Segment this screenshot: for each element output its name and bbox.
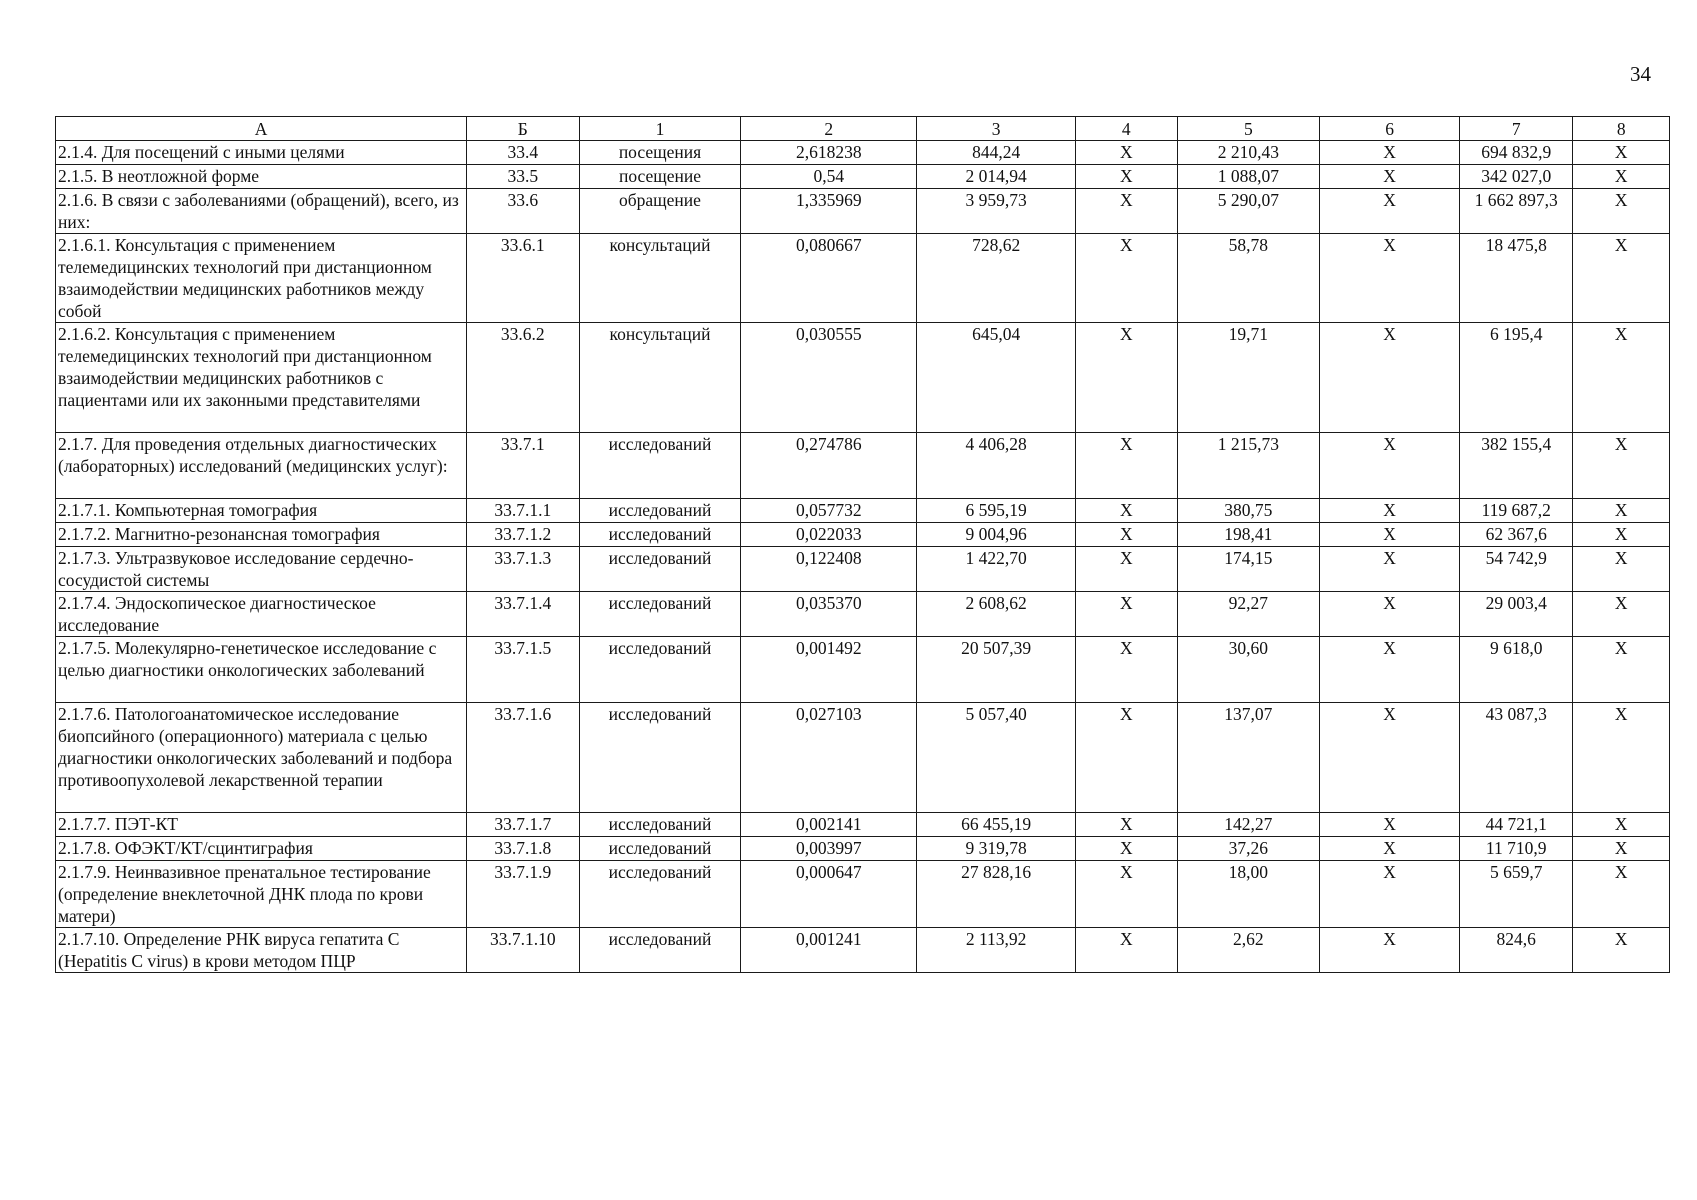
col8-cell: Х xyxy=(1573,433,1670,499)
col7-cell: 9 618,0 xyxy=(1459,637,1573,703)
code-cell: 33.4 xyxy=(467,141,580,165)
col2-cell: 0,122408 xyxy=(741,547,917,592)
col8-cell: Х xyxy=(1573,234,1670,323)
code-cell: 33.7.1.10 xyxy=(467,928,580,973)
name-cell: 2.1.7.1. Компьютерная томография xyxy=(56,499,467,523)
col4-cell: Х xyxy=(1076,523,1178,547)
col5-cell: 58,78 xyxy=(1177,234,1320,323)
col5-cell: 142,27 xyxy=(1177,813,1320,837)
unit-cell: посещение xyxy=(579,165,741,189)
col5-cell: 19,71 xyxy=(1177,323,1320,433)
col7-cell: 342 027,0 xyxy=(1459,165,1573,189)
table-row xyxy=(56,637,1670,703)
table-row xyxy=(56,323,1670,433)
code-cell: 33.7.1.6 xyxy=(467,703,580,813)
code-cell: 33.7.1.8 xyxy=(467,837,580,861)
name-cell: 2.1.7. Для проведения отдельных диагностических (лабораторных) исследований (медицинских услуг): xyxy=(56,433,467,499)
col8-cell: Х xyxy=(1573,165,1670,189)
col4-cell: Х xyxy=(1076,234,1178,323)
col4-cell: Х xyxy=(1076,637,1178,703)
col5-cell: 1 215,73 xyxy=(1177,433,1320,499)
col6-cell: Х xyxy=(1320,165,1460,189)
name-cell: 2.1.5. В неотложной форме xyxy=(56,165,467,189)
col3-cell: 728,62 xyxy=(917,234,1076,323)
col8-cell: Х xyxy=(1573,523,1670,547)
table-row xyxy=(56,837,1670,861)
col5-cell: 174,15 xyxy=(1177,547,1320,592)
code-cell: 33.7.1.5 xyxy=(467,637,580,703)
name-cell: 2.1.6.1. Консультация с применением телемедицинских технологий при дистанционном взаимодействии медицинских работников между собой xyxy=(56,234,467,323)
col4-cell: Х xyxy=(1076,592,1178,637)
unit-cell: исследований xyxy=(579,813,741,837)
col6-cell: Х xyxy=(1320,523,1460,547)
table-row xyxy=(56,523,1670,547)
col8-cell: Х xyxy=(1573,861,1670,928)
name-cell: 2.1.7.10. Определение РНК вируса гепатита С (Hepatitis C virus) в крови методом ПЦР xyxy=(56,928,467,973)
col2-cell: 1,335969 xyxy=(741,189,917,234)
code-cell: 33.6.2 xyxy=(467,323,580,433)
header-cell: 4 xyxy=(1076,117,1178,141)
col2-cell: 0,080667 xyxy=(741,234,917,323)
col2-cell: 0,001492 xyxy=(741,637,917,703)
code-cell: 33.5 xyxy=(467,165,580,189)
col2-cell: 0,035370 xyxy=(741,592,917,637)
col2-cell: 0,000647 xyxy=(741,861,917,928)
col5-cell: 380,75 xyxy=(1177,499,1320,523)
col3-cell: 66 455,19 xyxy=(917,813,1076,837)
col4-cell: Х xyxy=(1076,861,1178,928)
table-row xyxy=(56,703,1670,813)
col5-cell: 30,60 xyxy=(1177,637,1320,703)
col6-cell: Х xyxy=(1320,703,1460,813)
col7-cell: 824,6 xyxy=(1459,928,1573,973)
col8-cell: Х xyxy=(1573,637,1670,703)
col4-cell: Х xyxy=(1076,433,1178,499)
col3-cell: 2 608,62 xyxy=(917,592,1076,637)
name-cell: 2.1.7.4. Эндоскопическое диагностическое исследование xyxy=(56,592,467,637)
header-row xyxy=(56,117,1670,141)
unit-cell: обращение xyxy=(579,189,741,234)
col5-cell: 2 210,43 xyxy=(1177,141,1320,165)
header-cell: 1 xyxy=(579,117,741,141)
col3-cell: 9 004,96 xyxy=(917,523,1076,547)
col8-cell: Х xyxy=(1573,592,1670,637)
col6-cell: Х xyxy=(1320,547,1460,592)
unit-cell: исследований xyxy=(579,703,741,813)
code-cell: 33.7.1.2 xyxy=(467,523,580,547)
table-row xyxy=(56,499,1670,523)
unit-cell: исследований xyxy=(579,547,741,592)
col3-cell: 4 406,28 xyxy=(917,433,1076,499)
col4-cell: Х xyxy=(1076,189,1178,234)
header-cell: 2 xyxy=(741,117,917,141)
table-row xyxy=(56,592,1670,637)
page-number: 34 xyxy=(1630,62,1651,86)
table-row xyxy=(56,165,1670,189)
col4-cell: Х xyxy=(1076,499,1178,523)
unit-cell: исследований xyxy=(579,861,741,928)
table-row xyxy=(56,813,1670,837)
table-row xyxy=(56,189,1670,234)
data-table xyxy=(55,116,1670,973)
col5-cell: 18,00 xyxy=(1177,861,1320,928)
col3-cell: 9 319,78 xyxy=(917,837,1076,861)
unit-cell: посещения xyxy=(579,141,741,165)
col4-cell: Х xyxy=(1076,141,1178,165)
code-cell: 33.7.1.7 xyxy=(467,813,580,837)
name-cell: 2.1.7.6. Патологоанатомическое исследование биопсийного (операционного) материала с целью диагностики онкологических заболеваний и подбора противоопухолевой лекарственной терапии xyxy=(56,703,467,813)
col2-cell: 0,027103 xyxy=(741,703,917,813)
col5-cell: 198,41 xyxy=(1177,523,1320,547)
unit-cell: исследований xyxy=(579,592,741,637)
col2-cell: 0,274786 xyxy=(741,433,917,499)
col7-cell: 5 659,7 xyxy=(1459,861,1573,928)
code-cell: 33.7.1.9 xyxy=(467,861,580,928)
name-cell: 2.1.6.2. Консультация с применением телемедицинских технологий при дистанционном взаимодействии медицинских работников с пациентами или их законными представителями xyxy=(56,323,467,433)
col5-cell: 137,07 xyxy=(1177,703,1320,813)
table-row xyxy=(56,234,1670,323)
unit-cell: консультаций xyxy=(579,234,741,323)
col4-cell: Х xyxy=(1076,165,1178,189)
col4-cell: Х xyxy=(1076,703,1178,813)
col3-cell: 2 014,94 xyxy=(917,165,1076,189)
name-cell: 2.1.4. Для посещений с иными целями xyxy=(56,141,467,165)
col5-cell: 2,62 xyxy=(1177,928,1320,973)
col3-cell: 3 959,73 xyxy=(917,189,1076,234)
code-cell: 33.6 xyxy=(467,189,580,234)
col4-cell: Х xyxy=(1076,928,1178,973)
unit-cell: исследований xyxy=(579,637,741,703)
col8-cell: Х xyxy=(1573,703,1670,813)
col7-cell: 1 662 897,3 xyxy=(1459,189,1573,234)
col6-cell: Х xyxy=(1320,499,1460,523)
name-cell: 2.1.7.8. ОФЭКТ/КТ/сцинтиграфия xyxy=(56,837,467,861)
name-cell: 2.1.7.7. ПЭТ-КТ xyxy=(56,813,467,837)
name-cell: 2.1.7.3. Ультразвуковое исследование сердечно-сосудистой системы xyxy=(56,547,467,592)
header-cell: 6 xyxy=(1320,117,1460,141)
col4-cell: Х xyxy=(1076,547,1178,592)
header-cell: Б xyxy=(467,117,580,141)
col8-cell: Х xyxy=(1573,837,1670,861)
code-cell: 33.7.1 xyxy=(467,433,580,499)
table-row xyxy=(56,861,1670,928)
col7-cell: 62 367,6 xyxy=(1459,523,1573,547)
table-row xyxy=(56,928,1670,973)
name-cell: 2.1.7.2. Магнитно-резонансная томография xyxy=(56,523,467,547)
header-cell: 8 xyxy=(1573,117,1670,141)
col4-cell: Х xyxy=(1076,837,1178,861)
col3-cell: 2 113,92 xyxy=(917,928,1076,973)
unit-cell: исследований xyxy=(579,433,741,499)
col3-cell: 844,24 xyxy=(917,141,1076,165)
header-cell: А xyxy=(56,117,467,141)
col6-cell: Х xyxy=(1320,189,1460,234)
col2-cell: 0,003997 xyxy=(741,837,917,861)
col7-cell: 54 742,9 xyxy=(1459,547,1573,592)
col7-cell: 18 475,8 xyxy=(1459,234,1573,323)
table-row xyxy=(56,141,1670,165)
col7-cell: 29 003,4 xyxy=(1459,592,1573,637)
col6-cell: Х xyxy=(1320,592,1460,637)
col6-cell: Х xyxy=(1320,433,1460,499)
unit-cell: исследований xyxy=(579,499,741,523)
col5-cell: 37,26 xyxy=(1177,837,1320,861)
col6-cell: Х xyxy=(1320,837,1460,861)
col8-cell: Х xyxy=(1573,499,1670,523)
col6-cell: Х xyxy=(1320,141,1460,165)
col5-cell: 92,27 xyxy=(1177,592,1320,637)
col3-cell: 6 595,19 xyxy=(917,499,1076,523)
col5-cell: 5 290,07 xyxy=(1177,189,1320,234)
col2-cell: 2,618238 xyxy=(741,141,917,165)
col7-cell: 694 832,9 xyxy=(1459,141,1573,165)
col7-cell: 6 195,4 xyxy=(1459,323,1573,433)
col6-cell: Х xyxy=(1320,861,1460,928)
col8-cell: Х xyxy=(1573,813,1670,837)
code-cell: 33.7.1.3 xyxy=(467,547,580,592)
code-cell: 33.7.1.4 xyxy=(467,592,580,637)
col8-cell: Х xyxy=(1573,141,1670,165)
col5-cell: 1 088,07 xyxy=(1177,165,1320,189)
name-cell: 2.1.7.5. Молекулярно-генетическое исследование с целью диагностики онкологических заболеваний xyxy=(56,637,467,703)
col3-cell: 645,04 xyxy=(917,323,1076,433)
table-row xyxy=(56,433,1670,499)
col7-cell: 43 087,3 xyxy=(1459,703,1573,813)
col4-cell: Х xyxy=(1076,323,1178,433)
col6-cell: Х xyxy=(1320,234,1460,323)
col2-cell: 0,001241 xyxy=(741,928,917,973)
unit-cell: консультаций xyxy=(579,323,741,433)
col8-cell: Х xyxy=(1573,928,1670,973)
header-cell: 3 xyxy=(917,117,1076,141)
col6-cell: Х xyxy=(1320,813,1460,837)
col3-cell: 20 507,39 xyxy=(917,637,1076,703)
col6-cell: Х xyxy=(1320,928,1460,973)
col7-cell: 44 721,1 xyxy=(1459,813,1573,837)
unit-cell: исследований xyxy=(579,523,741,547)
col7-cell: 382 155,4 xyxy=(1459,433,1573,499)
unit-cell: исследований xyxy=(579,928,741,973)
col2-cell: 0,022033 xyxy=(741,523,917,547)
col7-cell: 11 710,9 xyxy=(1459,837,1573,861)
col6-cell: Х xyxy=(1320,637,1460,703)
name-cell: 2.1.6. В связи с заболеваниями (обращений), всего, из них: xyxy=(56,189,467,234)
code-cell: 33.6.1 xyxy=(467,234,580,323)
col8-cell: Х xyxy=(1573,189,1670,234)
name-cell: 2.1.7.9. Неинвазивное пренатальное тестирование (определение внеклеточной ДНК плода по крови матери) xyxy=(56,861,467,928)
col2-cell: 0,002141 xyxy=(741,813,917,837)
col3-cell: 5 057,40 xyxy=(917,703,1076,813)
header-cell: 7 xyxy=(1459,117,1573,141)
col7-cell: 119 687,2 xyxy=(1459,499,1573,523)
col4-cell: Х xyxy=(1076,813,1178,837)
col3-cell: 1 422,70 xyxy=(917,547,1076,592)
header-cell: 5 xyxy=(1177,117,1320,141)
unit-cell: исследований xyxy=(579,837,741,861)
col8-cell: Х xyxy=(1573,323,1670,433)
col3-cell: 27 828,16 xyxy=(917,861,1076,928)
code-cell: 33.7.1.1 xyxy=(467,499,580,523)
table-row xyxy=(56,547,1670,592)
col8-cell: Х xyxy=(1573,547,1670,592)
col2-cell: 0,54 xyxy=(741,165,917,189)
col2-cell: 0,057732 xyxy=(741,499,917,523)
col6-cell: Х xyxy=(1320,323,1460,433)
col2-cell: 0,030555 xyxy=(741,323,917,433)
